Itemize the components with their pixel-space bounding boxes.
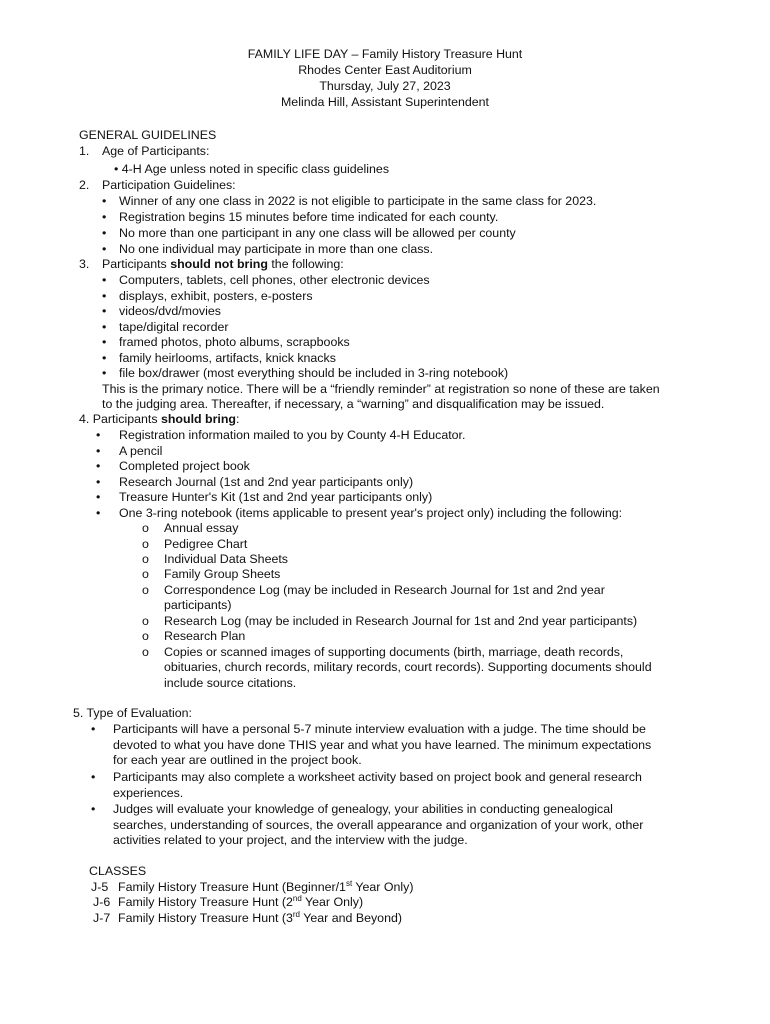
sub-list-item-continued: participants) [164,598,232,612]
bullet-icon: • [96,459,101,473]
list-item: Participants may also complete a worksheet activity based on project book and general research [113,770,642,784]
circle-bullet-icon: o [142,629,149,643]
sub-list-item: Research Log (may be included in Research Journal for 1st and 2nd year participants) [164,614,638,628]
sub-list-item: Copies or scanned images of supporting documents (birth, marriage, death records, [164,645,624,659]
circle-bullet-icon: o [142,521,149,535]
class-title: Family History Treasure Hunt (2nd Year Only) [118,893,364,909]
bullet-icon: • [96,444,101,458]
list-item: Registration information mailed to you by County 4-H Educator. [119,428,466,442]
circle-bullet-icon: o [142,537,149,551]
classes-heading: CLASSES [89,864,147,878]
class-code: J-7 [93,911,111,925]
list-item: Winner of any one class in 2022 is not eligible to participate in the same class for 2023. [119,194,597,208]
bullet-icon: • [91,802,96,816]
list-item: Registration begins 15 minutes before time indicated for each county. [119,210,499,224]
bullet-icon: • [102,226,107,240]
list-item: Treasure Hunter's Kit (1st and 2nd year participants only) [119,490,433,504]
list-item: Participants will have a personal 5-7 minute interview evaluation with a judge. The time should be [113,722,646,736]
class-title: Family History Treasure Hunt (3rd Year and Beyond) [118,909,402,925]
document-header [0,46,770,110]
section-3-heading: Participants should not bring the following: [102,257,344,271]
sub-list-item: Research Plan [164,629,246,643]
list-item-continued: searches, understanding of sources, the overall appearance and organization of your work, other [113,818,644,832]
list-item: One 3-ring notebook (items applicable to present year's project only) including the following: [119,506,623,520]
class-title: Family History Treasure Hunt (Beginner/1st Year Only) [118,878,414,894]
sub-list-item: Individual Data Sheets [164,552,288,566]
bullet-icon: • [102,194,107,208]
list-item: framed photos, photo albums, scrapbooks [119,335,350,349]
circle-bullet-icon: o [142,583,149,597]
general-guidelines-heading: GENERAL GUIDELINES [79,128,217,142]
section-2-heading: Participation Guidelines: [102,178,236,192]
bullet-icon: • [96,506,101,520]
list-item-continued: devoted to what you have done THIS year and what you have learned. The minimum expectations [113,738,652,752]
section-2-number: 2. [79,178,90,192]
bullet-icon: • [102,320,107,334]
bullet-icon: • [102,289,107,303]
notice-line-1: This is the primary notice. There will be a “friendly reminder” at registration so none of these are taken [102,382,660,396]
list-item-continued: experiences. [113,786,184,800]
bullet-icon: • [102,273,107,287]
document-title: FAMILY LIFE DAY – Family History Treasure Hunt [247,47,523,61]
list-item: No more than one participant in any one class will be allowed per county [119,226,516,240]
bullet-icon: • [96,428,101,442]
list-item: Computers, tablets, cell phones, other electronic devices [119,273,430,287]
list-item: A pencil [119,444,163,458]
list-item: No one individual may participate in more than one class. [119,242,434,256]
list-item: tape/digital recorder [119,320,229,334]
list-item: displays, exhibit, posters, e-posters [119,289,313,303]
list-item: family heirlooms, artifacts, knick knacks [119,351,336,365]
bullet-icon: • [102,242,107,256]
sub-list-item: Family Group Sheets [164,567,281,581]
bullet-icon: • [102,366,107,380]
circle-bullet-icon: o [142,645,149,659]
event-date: Thursday, July 27, 2023 [319,79,451,93]
event-author: Melinda Hill, Assistant Superintendent [280,95,489,109]
list-item-continued: for each year are outlined in the project book. [113,753,362,767]
sub-list-item-continued: include source citations. [164,676,297,690]
list-item: Research Journal (1st and 2nd year participants only) [119,475,414,489]
section-1-number: 1. [79,144,90,158]
bullet-icon: • [91,770,96,784]
class-code: J-6 [93,895,111,909]
class-code: J-5 [91,880,109,894]
list-item-continued: activities related to your project, and the interview with the judge. [113,833,468,847]
section-4-heading: 4. Participants should bring: [79,412,240,426]
event-location: Rhodes Center East Auditorium [298,63,472,77]
list-item: videos/dvd/movies [119,304,221,318]
circle-bullet-icon: o [142,552,149,566]
section-1-bullet: • 4-H Age unless noted in specific class guidelines [114,162,390,176]
section-5-heading: 5. Type of Evaluation: [73,706,192,720]
sub-list-item: Annual essay [164,521,239,535]
section-3-number: 3. [79,257,90,271]
bullet-icon: • [96,475,101,489]
sub-list-item: Correspondence Log (may be included in Research Journal for 1st and 2nd year [164,583,605,597]
bullet-icon: • [91,722,96,736]
list-item: Completed project book [119,459,250,473]
list-item: file box/drawer (most everything should be included in 3-ring notebook) [119,366,509,380]
bullet-icon: • [102,351,107,365]
bullet-icon: • [102,335,107,349]
bullet-icon: • [102,210,107,224]
list-item: Judges will evaluate your knowledge of genealogy, your abilities in conducting genealogical [113,802,613,816]
section-1-heading: Age of Participants: [102,144,210,158]
bullet-icon: • [96,490,101,504]
notice-line-2: to the judging area. Thereafter, if necessary, a “warning” and disqualification may be issued. [102,397,605,411]
circle-bullet-icon: o [142,614,149,628]
circle-bullet-icon: o [142,567,149,581]
sub-list-item: Pedigree Chart [164,537,248,551]
sub-list-item-continued: obituaries, church records, military records, court records). Supporting documents should [164,660,652,674]
bullet-icon: • [102,304,107,318]
